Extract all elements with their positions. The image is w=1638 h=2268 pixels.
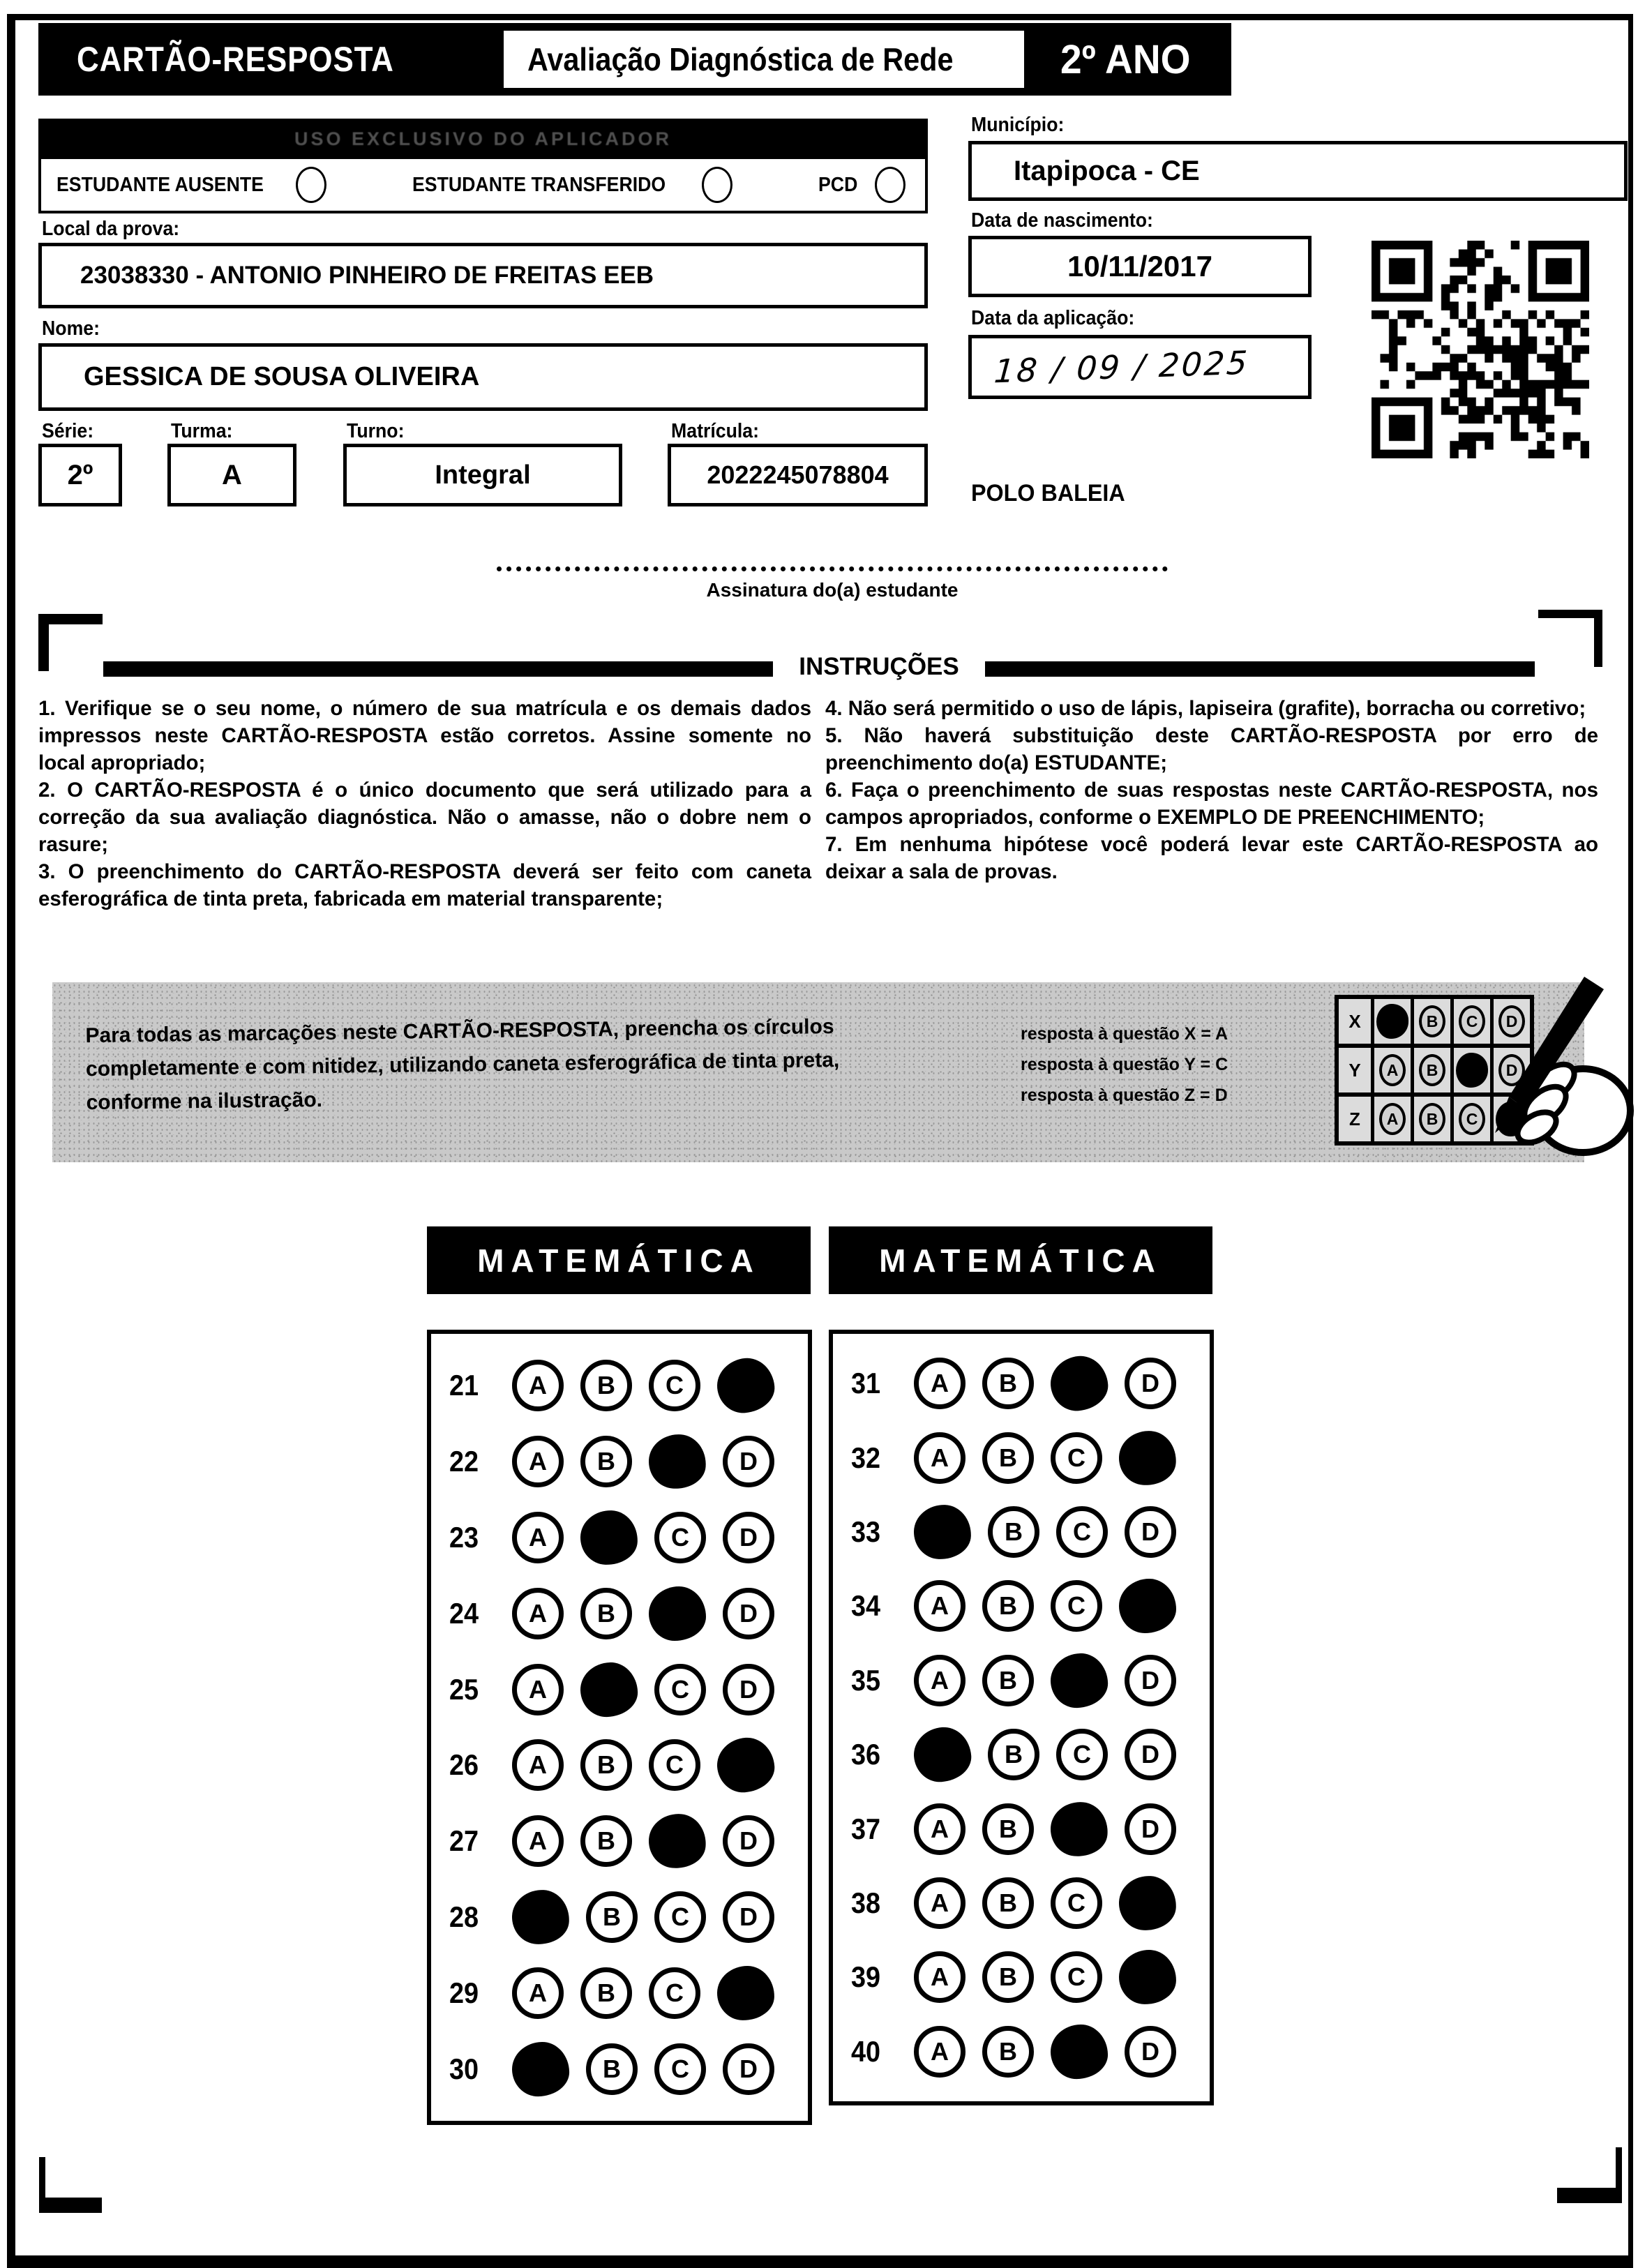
example-legend-line: resposta à questão X = A: [1021, 1024, 1228, 1044]
answer-bubble[interactable]: B: [580, 1436, 632, 1487]
instruction-item: 4. Não será permitido o uso de lápis, lapiseira (grafite), borracha ou corretivo;: [825, 697, 1586, 720]
answer-bubble[interactable]: C: [654, 1664, 706, 1715]
example-legend-line: resposta à questão Y = C: [1021, 1055, 1228, 1074]
answer-bubble[interactable]: B: [982, 2026, 1034, 2078]
answer-bubble[interactable]: B: [982, 1951, 1034, 2003]
answer-bubble[interactable]: D: [723, 1512, 774, 1563]
answer-bubble[interactable]: A: [914, 1877, 965, 1929]
example-bubble: A: [1379, 1054, 1406, 1086]
example-row-label: Z: [1339, 1097, 1374, 1141]
answer-bubble-filled[interactable]: [1119, 1579, 1176, 1633]
answer-bubble[interactable]: D: [723, 2043, 774, 2095]
answer-row: [431, 1434, 808, 1489]
answer-bubble[interactable]: A: [512, 1967, 564, 2019]
polo-label: POLO BALEIA: [971, 480, 1125, 506]
question-number: 35: [851, 1663, 881, 1697]
answer-bubble-filled[interactable]: [649, 1586, 706, 1641]
question-number: 29: [449, 1976, 479, 2010]
question-number: 37: [851, 1812, 881, 1845]
answer-bubble[interactable]: D: [723, 1891, 774, 1943]
answer-bubble[interactable]: C: [1051, 1951, 1102, 2003]
nome-value: GESSICA DE SOUSA OLIVEIRA: [38, 343, 928, 411]
exam-title: Avaliação Diagnóstica de Rede: [527, 41, 954, 77]
answer-bubble[interactable]: D: [723, 1815, 774, 1867]
fill-example-legend: [1021, 1019, 1228, 1111]
pen-hand-illustration: [1448, 977, 1636, 1164]
answer-bubble[interactable]: B: [988, 1506, 1039, 1558]
question-number: 27: [449, 1824, 479, 1858]
applicator-bar: [38, 119, 928, 159]
answer-bubble[interactable]: B: [982, 1655, 1034, 1706]
nome-label: Nome:: [42, 317, 100, 340]
answer-bubble-filled[interactable]: [1117, 1429, 1178, 1487]
answer-bubble[interactable]: B: [982, 1580, 1034, 1632]
answer-bubble[interactable]: A: [914, 1432, 965, 1484]
answer-row: [833, 1802, 1210, 1856]
question-number: 22: [449, 1444, 479, 1478]
answer-bubble-filled[interactable]: [1118, 1950, 1176, 2005]
status-option-circle[interactable]: [296, 167, 326, 203]
answer-bubble-filled[interactable]: [715, 1355, 776, 1415]
answer-row: [833, 1579, 1210, 1633]
instructions-left: [38, 695, 811, 913]
example-legend-line: resposta à questão Z = D: [1021, 1086, 1228, 1105]
example-bubble: B: [1419, 1054, 1445, 1086]
municipio-label: Município:: [971, 114, 1065, 136]
corner-mark-mid-left: [38, 614, 49, 671]
answer-row: [431, 1738, 808, 1792]
answer-bubble[interactable]: D: [723, 1436, 774, 1487]
example-option-cell: [1374, 1097, 1414, 1141]
answer-bubble[interactable]: D: [1125, 1655, 1176, 1706]
instruction-item: 7. Em nenhuma hipótese você poderá levar este CARTÃO-RESPOSTA ao deixar a sala de provas.: [825, 833, 1598, 883]
answer-bubble[interactable]: B: [982, 1358, 1034, 1409]
question-number: 39: [851, 1960, 881, 1994]
answer-bubble-filled[interactable]: [1050, 2024, 1108, 2079]
answer-bubble[interactable]: A: [914, 1951, 965, 2003]
answer-bubble-filled[interactable]: [913, 1504, 972, 1561]
status-option-label: ESTUDANTE AUSENTE: [57, 173, 264, 196]
answer-bubble[interactable]: B: [586, 2043, 638, 2095]
question-number: 25: [449, 1672, 479, 1706]
data-nascimento-label: Data de nascimento:: [971, 209, 1153, 232]
data-aplicacao-label: Data da aplicação:: [971, 307, 1135, 329]
answer-bubble-filled[interactable]: [647, 1432, 707, 1491]
question-number: 34: [851, 1589, 881, 1623]
fill-example-text: Para todas as marcações neste CARTÃO-RESPOSTA, preencha os círculos completamente e com nitidez, utilizando caneta esferográfica de tinta preta, conforme na ilustração.: [85, 1015, 840, 1115]
fill-example-strip: [52, 982, 1584, 1162]
status-box: [38, 159, 928, 213]
answer-bubble[interactable]: C: [649, 1739, 700, 1791]
corner-mark-bottom-right: [1557, 2188, 1621, 2203]
answer-bubble[interactable]: C: [654, 2043, 706, 2095]
answer-bubble[interactable]: B: [580, 1967, 632, 2019]
status-option-circle[interactable]: [702, 167, 732, 203]
answer-bubble[interactable]: A: [512, 1739, 564, 1791]
status-option: [57, 167, 326, 203]
data-aplicacao-field[interactable]: [968, 335, 1312, 399]
subject-header-1: MATEMÁTICA: [427, 1226, 811, 1294]
answer-grid-2: [829, 1330, 1214, 2105]
answer-bubble[interactable]: A: [512, 1664, 564, 1715]
example-row-label: X: [1339, 999, 1374, 1044]
signature-label: Assinatura do(a) estudante: [706, 579, 959, 601]
municipio-value: Itapipoca - CE: [968, 141, 1628, 201]
example-bubble: B: [1419, 1103, 1445, 1135]
answer-bubble[interactable]: B: [580, 1815, 632, 1867]
answer-bubble[interactable]: A: [914, 1655, 965, 1706]
answer-bubble[interactable]: C: [1051, 1580, 1102, 1632]
answer-bubble[interactable]: A: [914, 1803, 965, 1855]
answer-bubble[interactable]: C: [649, 1360, 700, 1411]
serie-value: 2º: [38, 444, 122, 506]
instruction-item: 1. Verifique se o seu nome, o número de sua matrícula e os demais dados impressos neste CARTÃO-RESPOSTA estão corretos. Assine somente no local apropriado;: [38, 697, 811, 774]
example-bubble: A: [1379, 1103, 1406, 1135]
turma-value: A: [167, 444, 296, 506]
applicator-bar-label: USO EXCLUSIVO DO APLICADOR: [294, 128, 673, 149]
answer-bubble-filled[interactable]: [715, 1736, 776, 1795]
status-option-label: ESTUDANTE TRANSFERIDO: [412, 173, 666, 196]
answer-bubble-filled[interactable]: [511, 2041, 569, 2096]
answer-bubble[interactable]: B: [988, 1729, 1039, 1780]
question-number: 33: [851, 1515, 881, 1549]
answer-bubble[interactable]: D: [1125, 1803, 1176, 1855]
status-option-circle[interactable]: [875, 167, 906, 203]
answer-row: [833, 1505, 1210, 1559]
instruction-item: 5. Não haverá substituição deste CARTÃO-RESPOSTA por erro de preenchimento do(a) ESTUDANTE;: [825, 724, 1598, 774]
answer-bubble[interactable]: A: [512, 1512, 564, 1563]
answer-bubble-filled[interactable]: [511, 1888, 571, 1946]
turno-value: Integral: [343, 444, 622, 506]
answer-bubble-filled[interactable]: [1049, 1354, 1110, 1413]
answer-bubble[interactable]: B: [982, 1803, 1034, 1855]
grade-label: 2º ANO: [1060, 36, 1191, 82]
data-aplicacao-handwritten-value: 18 / 09 / 2025: [993, 343, 1251, 391]
status-option: [412, 167, 732, 203]
answer-bubble[interactable]: C: [1051, 1432, 1102, 1484]
answer-row: [833, 1727, 1210, 1782]
question-number: 32: [851, 1441, 881, 1474]
example-option-cell: [1374, 999, 1414, 1044]
answer-bubble-filled[interactable]: [580, 1509, 639, 1565]
matricula-value: 2022245078804: [668, 444, 928, 506]
answer-bubble[interactable]: A: [512, 1815, 564, 1867]
instructions-rule-right: [985, 661, 1535, 677]
answer-bubble[interactable]: C: [654, 1512, 706, 1563]
answer-row: [833, 1653, 1210, 1708]
question-number: 30: [449, 2052, 479, 2086]
signature-line[interactable]: [497, 566, 1168, 571]
turma-label: Turma:: [171, 420, 233, 442]
question-number: 21: [449, 1368, 479, 1402]
answer-bubble[interactable]: D: [723, 1664, 774, 1715]
answer-bubble[interactable]: C: [1051, 1877, 1102, 1929]
data-nascimento-value: 10/11/2017: [968, 236, 1312, 297]
example-bubble: C: [1459, 1005, 1485, 1037]
answer-bubble[interactable]: B: [580, 1588, 632, 1639]
example-row-label: Y: [1339, 1048, 1374, 1092]
answer-bubble[interactable]: C: [649, 1967, 700, 2019]
answer-bubble-filled[interactable]: [1118, 1875, 1178, 1932]
answer-bubble[interactable]: C: [654, 1891, 706, 1943]
answer-bubble-filled[interactable]: [647, 1812, 708, 1871]
card-title: CARTÃO-RESPOSTA: [77, 40, 394, 79]
answer-bubble[interactable]: D: [1125, 2026, 1176, 2078]
answer-row: [833, 1950, 1210, 2004]
qr-code: [1372, 241, 1589, 458]
answer-bubble[interactable]: A: [914, 1358, 965, 1409]
instruction-item: 3. O preenchimento do CARTÃO-RESPOSTA deverá ser feito com caneta esferográfica de tinta preta, fabricada em material transparente;: [38, 860, 811, 910]
instructions-right: [825, 695, 1598, 885]
corner-mark-mid-right: [1538, 610, 1602, 618]
turno-label: Turno:: [347, 420, 405, 442]
question-number: 24: [449, 1596, 479, 1630]
answer-row: [833, 2025, 1210, 2079]
answer-bubble[interactable]: B: [580, 1739, 632, 1791]
corner-mark-bottom-left: [39, 2198, 102, 2213]
answer-bubble[interactable]: A: [512, 1588, 564, 1639]
answer-row: [431, 1890, 808, 1944]
answer-row: [431, 1586, 808, 1641]
answer-bubble[interactable]: A: [512, 1436, 564, 1487]
header-bar: [38, 23, 1231, 96]
question-number: 26: [449, 1748, 479, 1782]
question-number: 31: [851, 1367, 881, 1400]
answer-row: [431, 1966, 808, 2020]
answer-bubble[interactable]: D: [1125, 1729, 1176, 1780]
exam-title-box: [504, 31, 1024, 88]
answer-bubble[interactable]: B: [586, 1891, 638, 1943]
instructions-title: INSTRUÇÕES: [799, 653, 959, 680]
example-option-cell: [1374, 1048, 1414, 1092]
answer-bubble[interactable]: B: [982, 1877, 1034, 1929]
answer-row: [833, 1431, 1210, 1485]
serie-label: Série:: [42, 420, 94, 442]
answer-bubble[interactable]: D: [723, 1588, 774, 1639]
question-number: 28: [449, 1900, 479, 1934]
subject-header-2: MATEMÁTICA: [829, 1226, 1212, 1294]
answer-row: [833, 1356, 1210, 1411]
question-number: 40: [851, 2034, 881, 2068]
answer-bubble[interactable]: C: [1056, 1506, 1108, 1558]
answer-bubble[interactable]: C: [1056, 1729, 1108, 1780]
answer-bubble[interactable]: A: [512, 1360, 564, 1411]
answer-bubble-filled[interactable]: [580, 1661, 639, 1718]
matricula-label: Matrícula:: [671, 420, 760, 442]
answer-bubble-filled[interactable]: [716, 1965, 774, 2020]
answer-grid-1: [427, 1330, 812, 2125]
status-option-label: PCD: [818, 173, 858, 196]
question-number: 36: [851, 1738, 881, 1771]
answer-bubble[interactable]: B: [580, 1360, 632, 1411]
question-number: 38: [851, 1886, 881, 1919]
answer-bubble[interactable]: D: [1125, 1358, 1176, 1409]
answer-bubble-filled[interactable]: [1050, 1652, 1109, 1708]
answer-row: [431, 1358, 808, 1413]
example-bubble-filled: [1376, 1004, 1408, 1039]
answer-bubble[interactable]: A: [914, 1580, 965, 1632]
answer-bubble[interactable]: D: [1125, 1506, 1176, 1558]
question-number: 23: [449, 1520, 479, 1554]
example-bubble: C: [1459, 1103, 1485, 1135]
local-prova-value: 23038330 - ANTONIO PINHEIRO DE FREITAS EEB: [38, 243, 928, 308]
example-bubble: D: [1498, 1054, 1525, 1086]
answer-row: [833, 1876, 1210, 1930]
example-bubble: B: [1419, 1005, 1445, 1037]
answer-row: [431, 2042, 808, 2096]
answer-row: [431, 1662, 808, 1717]
answer-row: [431, 1510, 808, 1565]
answer-bubble-filled[interactable]: [1049, 1799, 1110, 1858]
answer-bubble[interactable]: B: [982, 1432, 1034, 1484]
answer-row: [431, 1814, 808, 1868]
answer-bubble-filled[interactable]: [912, 1725, 972, 1784]
instructions-rule-left: [103, 661, 773, 677]
example-bubble: D: [1498, 1005, 1525, 1037]
local-prova-label: Local da prova:: [42, 218, 180, 240]
answer-bubble[interactable]: A: [914, 2026, 965, 2078]
instruction-item: 2. O CARTÃO-RESPOSTA é o único documento que será utilizado para a correção da sua avaliação diagnóstica. Não o amasse, não o dobre nem o rasure;: [38, 779, 811, 856]
corner-mark-mid-right: [1594, 610, 1602, 667]
instruction-item: 6. Faça o preenchimento de suas respostas neste CARTÃO-RESPOSTA, nos campos apropriados, conforme o EXEMPLO DE PREENCHIMENTO;: [825, 779, 1598, 829]
status-option: [818, 167, 906, 203]
